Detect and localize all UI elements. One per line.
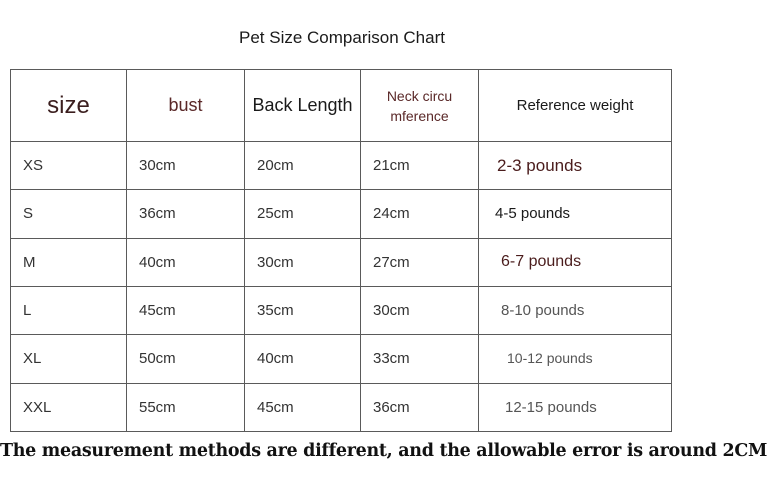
cell-back-length: 20cm [245, 142, 361, 190]
cell-neck: 30cm [361, 286, 479, 334]
weight-text: 2-3 pounds [497, 155, 583, 175]
header-neck-circumference [361, 70, 479, 142]
table-row [11, 286, 672, 334]
header-size: size [11, 70, 127, 142]
table-row [11, 335, 672, 383]
cell-back-length: 35cm [245, 286, 361, 334]
weight-text: 6-7 pounds [501, 253, 582, 271]
cell-neck: 27cm [361, 238, 479, 286]
cell-bust: 50cm [127, 335, 245, 383]
cell-neck: 21cm [361, 142, 479, 190]
cell-bust: 45cm [127, 286, 245, 334]
cell-back-length: 40cm [245, 335, 361, 383]
weight-text: 4-5 pounds [495, 205, 571, 223]
cell-size: L [11, 286, 127, 334]
cell-neck: 36cm [361, 383, 479, 431]
cell-back-length: 45cm [245, 383, 361, 431]
table-row [11, 142, 672, 190]
header-neck-line2: mference [390, 107, 449, 124]
weight-text: 8-10 pounds [501, 302, 585, 320]
cell-bust: 30cm [127, 142, 245, 190]
header-reference-weight: Reference weight [479, 70, 672, 142]
header-back-length: Back Length [245, 70, 361, 142]
table-row [11, 238, 672, 286]
chart-title: Pet Size Comparison Chart [239, 28, 445, 47]
table-header-row [11, 70, 672, 142]
cell-weight [479, 238, 672, 286]
cell-weight [479, 142, 672, 190]
cell-weight [479, 383, 672, 431]
weight-text: 12-15 pounds [505, 398, 597, 416]
cell-weight [479, 335, 672, 383]
measurement-note: The measurement methods are different, and the allowable error is around 2CM [0, 441, 767, 461]
header-bust: bust [127, 70, 245, 142]
cell-size: XS [11, 142, 127, 190]
cell-size: S [11, 190, 127, 238]
cell-neck: 33cm [361, 335, 479, 383]
cell-weight [479, 286, 672, 334]
cell-size: XXL [11, 383, 127, 431]
cell-back-length: 25cm [245, 190, 361, 238]
header-neck-line1: Neck circu [386, 87, 453, 104]
cell-back-length: 30cm [245, 238, 361, 286]
table-row [11, 190, 672, 238]
cell-bust: 55cm [127, 383, 245, 431]
table-row [11, 383, 672, 431]
cell-bust: 40cm [127, 238, 245, 286]
cell-bust: 36cm [127, 190, 245, 238]
weight-text: 10-12 pounds [507, 350, 593, 367]
cell-weight [479, 190, 672, 238]
cell-neck: 24cm [361, 190, 479, 238]
cell-size: XL [11, 335, 127, 383]
cell-size: M [11, 238, 127, 286]
size-comparison-table [10, 69, 672, 432]
